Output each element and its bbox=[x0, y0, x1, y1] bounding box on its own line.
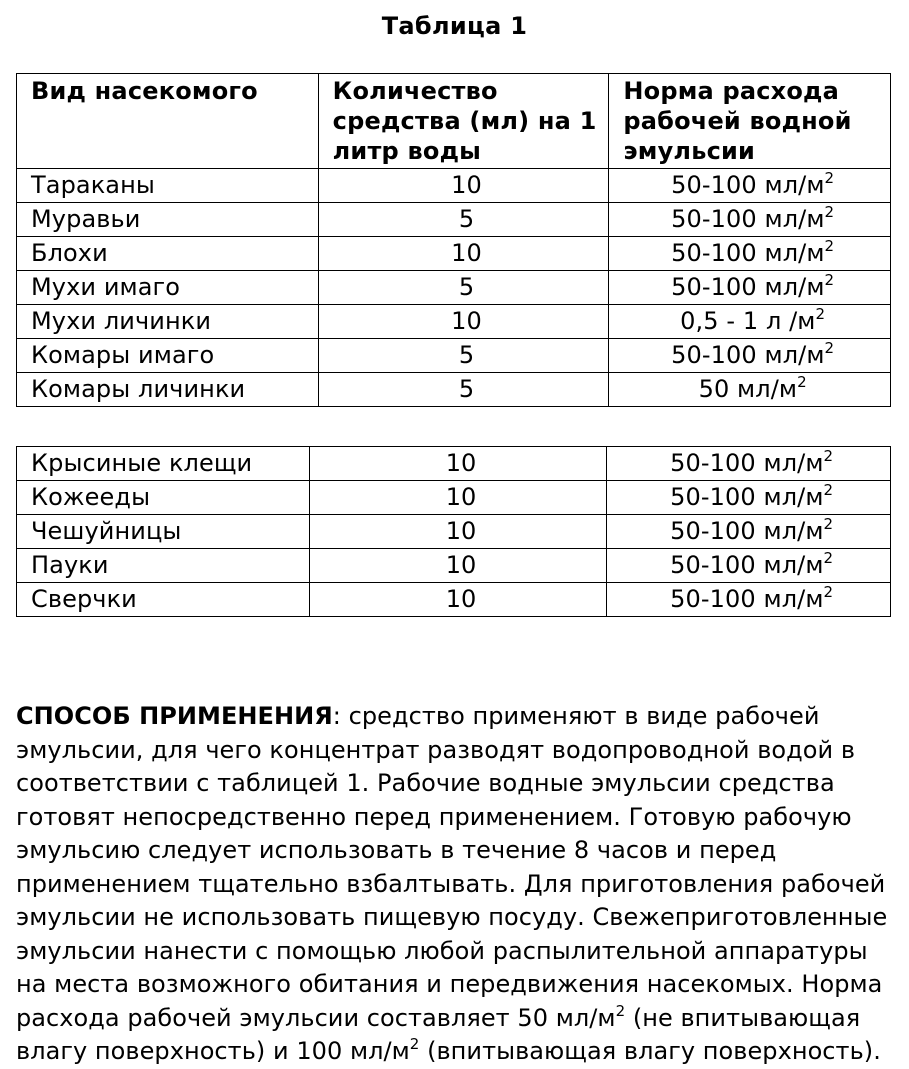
unit-exponent: 2 bbox=[823, 481, 834, 499]
rate-cell bbox=[607, 549, 891, 583]
table-row bbox=[17, 203, 891, 237]
rate-value: 50 мл/м bbox=[698, 375, 798, 403]
usage-paragraph bbox=[16, 700, 896, 1069]
insect-name-cell: Комары имаго bbox=[17, 339, 319, 373]
table-row bbox=[17, 447, 891, 481]
usage-heading: СПОСОБ ПРИМЕНЕНИЯ bbox=[16, 702, 333, 730]
unit-exponent: 2 bbox=[823, 583, 834, 601]
insect-name-cell: Чешуйницы bbox=[17, 515, 310, 549]
insect-name-cell: Мухи имаго bbox=[17, 271, 319, 305]
quantity-cell: 10 bbox=[318, 169, 609, 203]
insect-name-cell: Крысиные клещи bbox=[17, 447, 310, 481]
unit-exponent: 2 bbox=[824, 271, 835, 289]
unit-exponent: 2 bbox=[615, 1001, 626, 1020]
usage-text-part-2: (не впитывающая влагу поверхность) и 100 мл/м bbox=[16, 1003, 861, 1065]
table-row bbox=[17, 373, 891, 407]
header-consumption-rate: Норма расхода рабочей водной эмульсии bbox=[609, 74, 891, 169]
rate-cell bbox=[607, 583, 891, 617]
rate-value: 50-100 мл/м bbox=[671, 171, 825, 199]
table-title: Таблица 1 bbox=[381, 12, 528, 40]
insect-name-cell: Сверчки bbox=[17, 583, 310, 617]
unit-exponent: 2 bbox=[409, 1035, 420, 1053]
table-row bbox=[17, 305, 891, 339]
table-row bbox=[17, 583, 891, 617]
rate-cell bbox=[607, 447, 891, 481]
unit-exponent: 2 bbox=[823, 447, 834, 465]
table-row bbox=[17, 549, 891, 583]
rate-value: 50-100 мл/м bbox=[671, 205, 825, 233]
quantity-cell: 10 bbox=[309, 515, 607, 549]
insect-name-cell: Комары личинки bbox=[17, 373, 319, 407]
usage-text-part-1: : средство применяют в виде рабочей эмульсии, для чего концентрат разводят водопроводной водой в соответствии с таблицей 1. Рабочие водные эмульсии средства готовят непосредственно перед применением. Готовую рабочую эмульсию следует использовать в течение 8 часов и перед применением тщательно взбалтывать. Для приготовления рабочей эмульсии не использовать пищевую посуду. Свежеприготовленные эмульсии нанести с помощью любой распылительной аппаратуры на места возможного обитания и передвижения насекомых. Норма расхода рабочей эмульсии составляет 50 мл/м bbox=[16, 702, 888, 1032]
unit-exponent: 2 bbox=[797, 373, 807, 391]
insect-name-cell: Мухи личинки bbox=[17, 305, 319, 339]
header-insect-type: Вид насекомого bbox=[17, 74, 319, 169]
unit-exponent: 2 bbox=[824, 169, 835, 187]
table-row bbox=[17, 339, 891, 373]
quantity-cell: 10 bbox=[309, 481, 607, 515]
unit-exponent: 2 bbox=[824, 237, 835, 255]
rate-value: 0,5 - 1 л /м bbox=[680, 307, 816, 335]
rate-value: 50-100 мл/м bbox=[670, 551, 824, 579]
table-header-row bbox=[17, 74, 891, 169]
table-row bbox=[17, 271, 891, 305]
insect-name-cell: Пауки bbox=[17, 549, 310, 583]
quantity-cell: 5 bbox=[318, 373, 609, 407]
table-row bbox=[17, 237, 891, 271]
rate-cell bbox=[609, 305, 891, 339]
insect-dosage-table bbox=[16, 73, 891, 407]
quantity-cell: 10 bbox=[318, 237, 609, 271]
insect-name-cell: Муравьи bbox=[17, 203, 319, 237]
insect-name-cell: Тараканы bbox=[17, 169, 319, 203]
quantity-cell: 10 bbox=[309, 447, 607, 481]
rate-cell bbox=[609, 237, 891, 271]
unit-exponent: 2 bbox=[823, 549, 834, 567]
table-row bbox=[17, 515, 891, 549]
usage-text-part-3: (впитывающая влагу поверхность). bbox=[419, 1037, 881, 1065]
unit-exponent: 2 bbox=[824, 339, 835, 357]
unit-exponent: 2 bbox=[815, 305, 826, 323]
quantity-cell: 10 bbox=[309, 549, 607, 583]
rate-value: 50-100 мл/м bbox=[671, 341, 825, 369]
quantity-cell: 5 bbox=[318, 339, 609, 373]
quantity-cell: 10 bbox=[309, 583, 607, 617]
rate-value: 50-100 мл/м bbox=[671, 239, 825, 267]
rate-value: 50-100 мл/м bbox=[671, 273, 825, 301]
additional-insects-table bbox=[16, 446, 891, 617]
rate-cell bbox=[607, 481, 891, 515]
table-row bbox=[17, 169, 891, 203]
quantity-cell: 5 bbox=[318, 271, 609, 305]
rate-cell bbox=[607, 515, 891, 549]
insect-name-cell: Кожееды bbox=[17, 481, 310, 515]
rate-value: 50-100 мл/м bbox=[670, 585, 824, 613]
rate-cell bbox=[609, 271, 891, 305]
rate-value: 50-100 мл/м bbox=[670, 517, 824, 545]
insect-name-cell: Блохи bbox=[17, 237, 319, 271]
rate-cell bbox=[609, 339, 891, 373]
quantity-cell: 5 bbox=[318, 203, 609, 237]
header-quantity: Количество средства (мл) на 1 литр воды bbox=[318, 74, 609, 169]
rate-cell bbox=[609, 169, 891, 203]
quantity-cell: 10 bbox=[318, 305, 609, 339]
rate-value: 50-100 мл/м bbox=[670, 483, 824, 511]
rate-value: 50-100 мл/м bbox=[670, 449, 824, 477]
table-row bbox=[17, 481, 891, 515]
rate-cell bbox=[609, 203, 891, 237]
rate-cell bbox=[609, 373, 891, 407]
unit-exponent: 2 bbox=[824, 203, 835, 221]
unit-exponent: 2 bbox=[823, 515, 834, 533]
